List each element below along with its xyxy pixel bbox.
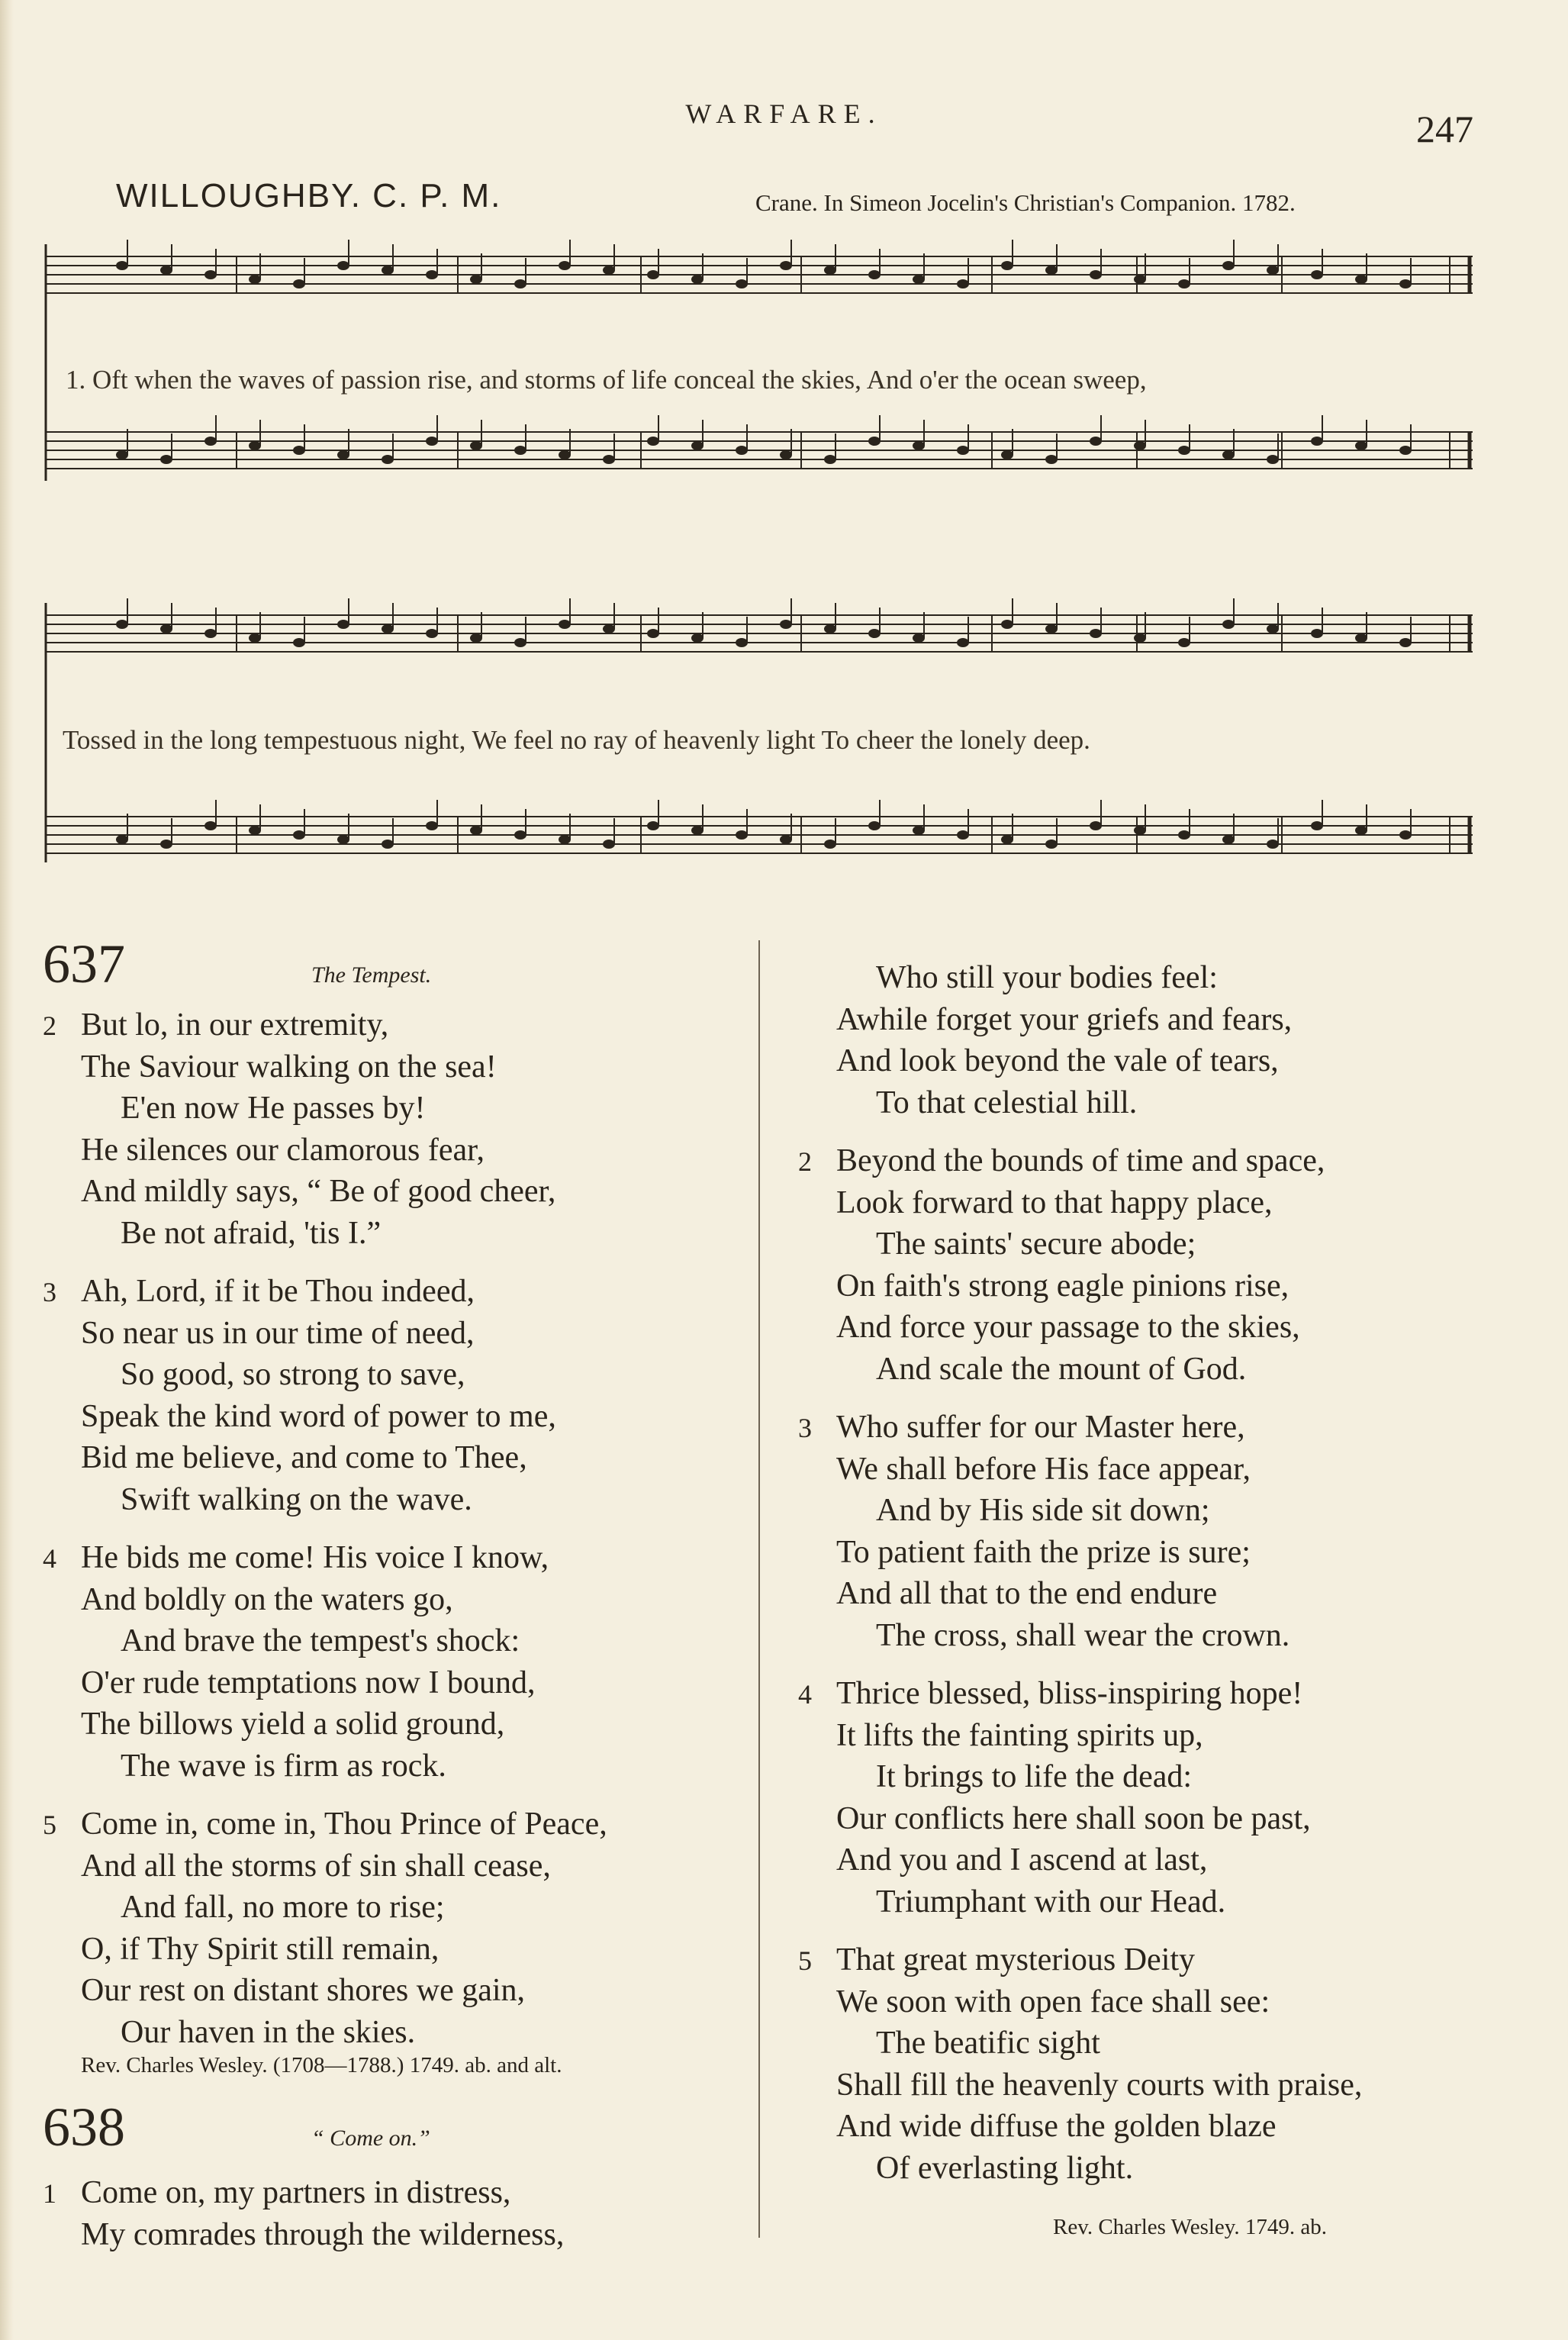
note-head: [1311, 821, 1323, 830]
verse-text: Speak the kind word of power to me,: [81, 1398, 556, 1434]
note-head: [736, 446, 748, 455]
note-head: [1222, 835, 1235, 844]
note-head: [160, 455, 172, 464]
verse-line: [43, 1745, 607, 1787]
hymn-number: 637: [43, 933, 125, 994]
section-header: WARFARE.: [685, 98, 883, 129]
note-head: [382, 266, 394, 275]
page-number: 247: [1416, 108, 1473, 150]
verse-text: And look beyond the vale of tears,: [836, 1043, 1279, 1078]
stanza-number: 3: [43, 1277, 56, 1307]
hymn-638-attribution: Rev. Charles Wesley. 1749. ab.: [1053, 2215, 1328, 2239]
note-head: [249, 826, 261, 835]
note-head: [913, 441, 925, 450]
note-head: [1001, 261, 1013, 270]
note-head: [160, 266, 172, 275]
verse-text: My comrades through the wilderness,: [81, 2216, 565, 2252]
stanza-number: 2: [43, 1010, 56, 1041]
note-head: [647, 629, 659, 638]
note-head: [204, 821, 217, 830]
verse-text: Our conflicts here shall soon be past,: [836, 1800, 1311, 1836]
note-head: [1090, 629, 1102, 638]
note-head: [691, 633, 704, 643]
note-head: [824, 455, 836, 464]
note-head: [647, 437, 659, 446]
note-head: [293, 830, 305, 840]
verse-line: [798, 1082, 1362, 1124]
verse-text: We soon with open face shall see:: [836, 1984, 1270, 2019]
note-head: [957, 279, 969, 288]
note-head: [204, 437, 217, 446]
note-head: [736, 830, 748, 840]
note-head: [1311, 629, 1323, 638]
verse-line: [798, 1349, 1362, 1391]
verse-text: E'en now He passes by!: [121, 1091, 426, 1126]
hymn-637-verses: [43, 1004, 607, 2053]
hymn-subtitle: “ Come on.”: [311, 2126, 430, 2151]
verse-text: Our haven in the skies.: [121, 2014, 416, 2050]
note-head: [116, 835, 128, 844]
verse-text: On faith's strong eagle pinions rise,: [836, 1268, 1289, 1304]
verse-text: And mildly says, “ Be of good cheer,: [81, 1174, 556, 1209]
stanza-number: 1: [43, 2178, 56, 2209]
verse-line: [43, 1171, 607, 1213]
verse-text: To patient faith the prize is sure;: [836, 1534, 1251, 1570]
verse-line: [43, 1437, 607, 1479]
note-head: [337, 450, 349, 459]
verse-line: [798, 1798, 1362, 1840]
verse-text: The cross, shall wear the crown.: [876, 1617, 1290, 1653]
verse-text: The billows yield a solid ground,: [81, 1707, 505, 1742]
note-head: [1134, 441, 1146, 450]
note-head: [868, 629, 881, 638]
note-head: [1001, 620, 1013, 629]
note-head: [603, 455, 615, 464]
verse-line: [43, 2172, 564, 2214]
verse-text: And force your passage to the skies,: [836, 1310, 1300, 1345]
verse-text: Shall fill the heavenly courts with praise,: [836, 2067, 1363, 2103]
note-head: [1134, 275, 1146, 284]
verse-text: Who suffer for our Master here,: [836, 1410, 1245, 1445]
book-spine-edge: [0, 0, 14, 2340]
verse-line: [798, 1265, 1362, 1307]
note-head: [824, 840, 836, 849]
verse-text: But lo, in our extremity,: [81, 1007, 389, 1043]
verse-text: And you and I ascend at last,: [836, 1842, 1208, 1877]
note-head: [603, 840, 615, 849]
stanza-number: 5: [43, 1810, 56, 1840]
note-head: [426, 629, 438, 638]
note-head: [293, 638, 305, 647]
note-head: [868, 821, 881, 830]
note-head: [1222, 261, 1235, 270]
verse-text: We shall before His face appear,: [836, 1451, 1251, 1487]
hymn-number: 638: [43, 2097, 125, 2158]
tune-lyric-line-1: 1. Oft when the waves of passion rise, and storms of life conceal the skies, And o'er the ocean sweep,: [66, 365, 1147, 395]
verse-text: Be not afraid, 'tis I.”: [121, 1215, 382, 1251]
stanza-number: 4: [798, 1679, 812, 1710]
note-head: [1267, 624, 1279, 633]
verse-text: The Saviour walking on the sea!: [81, 1049, 497, 1085]
verse-text: He bids me come! His voice I know,: [81, 1540, 549, 1575]
tune-lyric-line-2: Tossed in the long tempestuous night, We feel no ray of heavenly light To cheer the lonely deep.: [63, 725, 1090, 755]
note-head: [514, 638, 526, 647]
note-head: [559, 261, 571, 270]
verse-text: Come on, my partners in distress,: [81, 2175, 511, 2210]
verse-line: [43, 1313, 607, 1355]
verse-line: [43, 1662, 607, 1704]
verse-text: It brings to life the dead:: [876, 1759, 1193, 1794]
note-head: [1178, 446, 1190, 455]
verse-text: Come in, come in, Thou Prince of Peace,: [81, 1807, 607, 1842]
note-head: [1311, 437, 1323, 446]
note-head: [160, 624, 172, 633]
verse-text: The beatific sight: [876, 2026, 1100, 2061]
note-head: [426, 270, 438, 279]
note-head: [514, 279, 526, 288]
verse-line: [43, 2214, 564, 2256]
stanza-number: 5: [798, 1945, 812, 1976]
verse-line: [43, 1004, 607, 1046]
note-head: [160, 840, 172, 849]
verse-line: [43, 1537, 607, 1579]
note-head: [913, 826, 925, 835]
note-head: [1355, 826, 1367, 835]
note-head: [780, 261, 792, 270]
verse-line: [43, 1803, 607, 1845]
verse-text: The wave is firm as rock.: [121, 1748, 446, 1784]
verse-line: [798, 1040, 1362, 1082]
verse-line: [798, 1573, 1362, 1615]
verse-line: [798, 2064, 1362, 2106]
verse-line: [798, 1532, 1362, 1574]
verse-line: [43, 1970, 607, 2012]
note-head: [337, 620, 349, 629]
note-head: [1355, 441, 1367, 450]
verse-text: So near us in our time of need,: [81, 1315, 475, 1351]
verse-text: And wide diffuse the golden blaze: [836, 2109, 1277, 2144]
note-head: [426, 437, 438, 446]
verse-line: [43, 1703, 607, 1745]
verse-line: [43, 1271, 607, 1313]
verse-text: The saints' secure abode;: [876, 1226, 1196, 1262]
verse-line: [798, 1223, 1362, 1265]
verse-text: And brave the tempest's shock:: [121, 1623, 520, 1658]
note-head: [204, 629, 217, 638]
column-divider: [758, 940, 760, 2238]
note-head: [1178, 830, 1190, 840]
verse-line: [798, 2023, 1362, 2064]
note-head: [913, 633, 925, 643]
note-head: [1178, 279, 1190, 288]
hymn-637-heading: [43, 933, 431, 996]
verse-line: [798, 957, 1362, 999]
note-head: [868, 270, 881, 279]
verse-line: [43, 1479, 607, 1521]
verse-text: Bid me believe, and come to Thee,: [81, 1440, 527, 1475]
verse-text: Awhile forget your griefs and fears,: [836, 1001, 1293, 1037]
verse-line: [798, 1615, 1362, 1657]
note-head: [1399, 446, 1412, 455]
verse-line: [43, 1213, 607, 1255]
verse-text: Our rest on distant shores we gain,: [81, 1973, 526, 2008]
tune-name: WILLOUGHBY. C. P. M.: [116, 177, 502, 214]
note-head: [514, 446, 526, 455]
hymn-637-attribution: Rev. Charles Wesley. (1708—1788.) 1749. ab. and alt.: [81, 2053, 562, 2077]
verse-line: [798, 1756, 1362, 1798]
note-head: [736, 279, 748, 288]
verse-line: [43, 1396, 607, 1438]
note-head: [1045, 266, 1058, 275]
verse-line: [798, 1407, 1362, 1449]
note-head: [957, 830, 969, 840]
note-head: [559, 620, 571, 629]
verse-text: So good, so strong to save,: [121, 1357, 465, 1392]
note-head: [1090, 270, 1102, 279]
note-head: [1267, 266, 1279, 275]
verse-line: [798, 1140, 1362, 1182]
note-head: [647, 821, 659, 830]
note-head: [382, 840, 394, 849]
note-head: [426, 821, 438, 830]
verse-text: And boldly on the waters go,: [81, 1581, 453, 1617]
note-head: [1355, 275, 1367, 284]
verse-line: [798, 1307, 1362, 1349]
note-head: [1267, 840, 1279, 849]
verse-line: [43, 1620, 607, 1662]
verse-text: It lifts the fainting spirits up,: [836, 1717, 1203, 1753]
note-head: [957, 446, 969, 455]
verse-line: [43, 1845, 607, 1887]
verse-line: [798, 1449, 1362, 1491]
note-head: [249, 275, 261, 284]
note-head: [780, 450, 792, 459]
verse-line: [798, 1673, 1362, 1715]
note-head: [957, 638, 969, 647]
note-head: [470, 826, 482, 835]
verse-line: [43, 1046, 607, 1088]
note-head: [824, 266, 836, 275]
note-head: [337, 261, 349, 270]
verse-line: [43, 1579, 607, 1621]
note-head: [470, 633, 482, 643]
verse-text: To that celestial hill.: [876, 1085, 1138, 1120]
verse-text: Of everlasting light.: [876, 2150, 1134, 2186]
verse-line: [798, 2148, 1362, 2190]
verse-text: That great mysterious Deity: [836, 1942, 1196, 1977]
note-head: [382, 455, 394, 464]
note-head: [1311, 270, 1323, 279]
verse-line: [798, 1715, 1362, 1757]
hymn-638-heading: [43, 2096, 430, 2159]
note-head: [647, 270, 659, 279]
stanza-number: 4: [43, 1543, 56, 1574]
verse-line: [798, 1881, 1362, 1923]
verse-text: And all that to the end endure: [836, 1576, 1218, 1611]
note-head: [559, 835, 571, 844]
note-head: [1045, 624, 1058, 633]
verse-line: [798, 1490, 1362, 1532]
verse-text: O'er rude temptations now I bound,: [81, 1665, 536, 1700]
note-head: [1399, 279, 1412, 288]
note-head: [514, 830, 526, 840]
note-head: [691, 826, 704, 835]
note-head: [1090, 821, 1102, 830]
note-head: [116, 620, 128, 629]
note-head: [249, 441, 261, 450]
note-head: [1355, 633, 1367, 643]
note-head: [1399, 638, 1412, 647]
verse-line: [798, 1182, 1362, 1224]
verse-text: Beyond the bounds of time and space,: [836, 1143, 1325, 1178]
note-head: [1134, 826, 1146, 835]
hymn-638-verses: [43, 2172, 564, 2255]
verse-text: Who still your bodies feel:: [876, 960, 1218, 995]
note-head: [1178, 638, 1190, 647]
verse-line: [798, 1939, 1362, 1981]
note-head: [824, 624, 836, 633]
verse-text: And scale the mount of God.: [876, 1351, 1247, 1387]
note-head: [1222, 620, 1235, 629]
verse-line: [798, 1839, 1362, 1881]
note-head: [603, 266, 615, 275]
note-head: [736, 638, 748, 647]
note-head: [116, 261, 128, 270]
note-head: [249, 633, 261, 643]
note-head: [382, 624, 394, 633]
note-head: [1045, 840, 1058, 849]
note-head: [913, 275, 925, 284]
note-head: [691, 275, 704, 284]
note-head: [1090, 437, 1102, 446]
note-head: [116, 450, 128, 459]
verse-line: [43, 1088, 607, 1130]
note-head: [1045, 455, 1058, 464]
verse-line: [43, 1130, 607, 1172]
note-head: [780, 620, 792, 629]
tune-credit: Crane. In Simeon Jocelin's Christian's Companion. 1782.: [755, 189, 1296, 216]
note-head: [603, 624, 615, 633]
note-head: [1001, 835, 1013, 844]
verse-line: [43, 1887, 607, 1929]
hymn-subtitle: The Tempest.: [311, 962, 432, 988]
note-head: [293, 279, 305, 288]
note-head: [293, 446, 305, 455]
note-head: [559, 450, 571, 459]
verse-line: [43, 1929, 607, 1971]
verse-text: Thrice blessed, bliss-inspiring hope!: [836, 1676, 1303, 1711]
verse-text: And fall, no more to rise;: [121, 1890, 445, 1925]
verse-text: Swift walking on the wave.: [121, 1481, 472, 1517]
verse-text: He silences our clamorous fear,: [81, 1132, 485, 1168]
note-head: [868, 437, 881, 446]
note-head: [1134, 633, 1146, 643]
hymn-638-verses-continued: [798, 957, 1362, 2189]
note-head: [780, 835, 792, 844]
verse-text: And by His side sit down;: [876, 1493, 1210, 1528]
verse-text: O, if Thy Spirit still remain,: [81, 1931, 439, 1967]
note-head: [470, 275, 482, 284]
verse-line: [43, 2012, 607, 2054]
note-head: [1267, 455, 1279, 464]
note-head: [470, 441, 482, 450]
verse-text: And all the storms of sin shall cease,: [81, 1848, 551, 1884]
note-head: [1222, 450, 1235, 459]
note-head: [204, 270, 217, 279]
verse-text: Triumphant with our Head.: [876, 1884, 1226, 1919]
verse-text: Ah, Lord, if it be Thou indeed,: [81, 1274, 475, 1309]
verse-text: Look forward to that happy place,: [836, 1185, 1273, 1220]
note-head: [337, 835, 349, 844]
verse-line: [798, 1981, 1362, 2023]
verse-line: [43, 1354, 607, 1396]
stanza-number: 3: [798, 1413, 812, 1443]
stanza-number: 2: [798, 1146, 812, 1177]
note-head: [1399, 830, 1412, 840]
note-head: [691, 441, 704, 450]
verse-line: [798, 999, 1362, 1041]
note-head: [1001, 450, 1013, 459]
verse-line: [798, 2106, 1362, 2148]
